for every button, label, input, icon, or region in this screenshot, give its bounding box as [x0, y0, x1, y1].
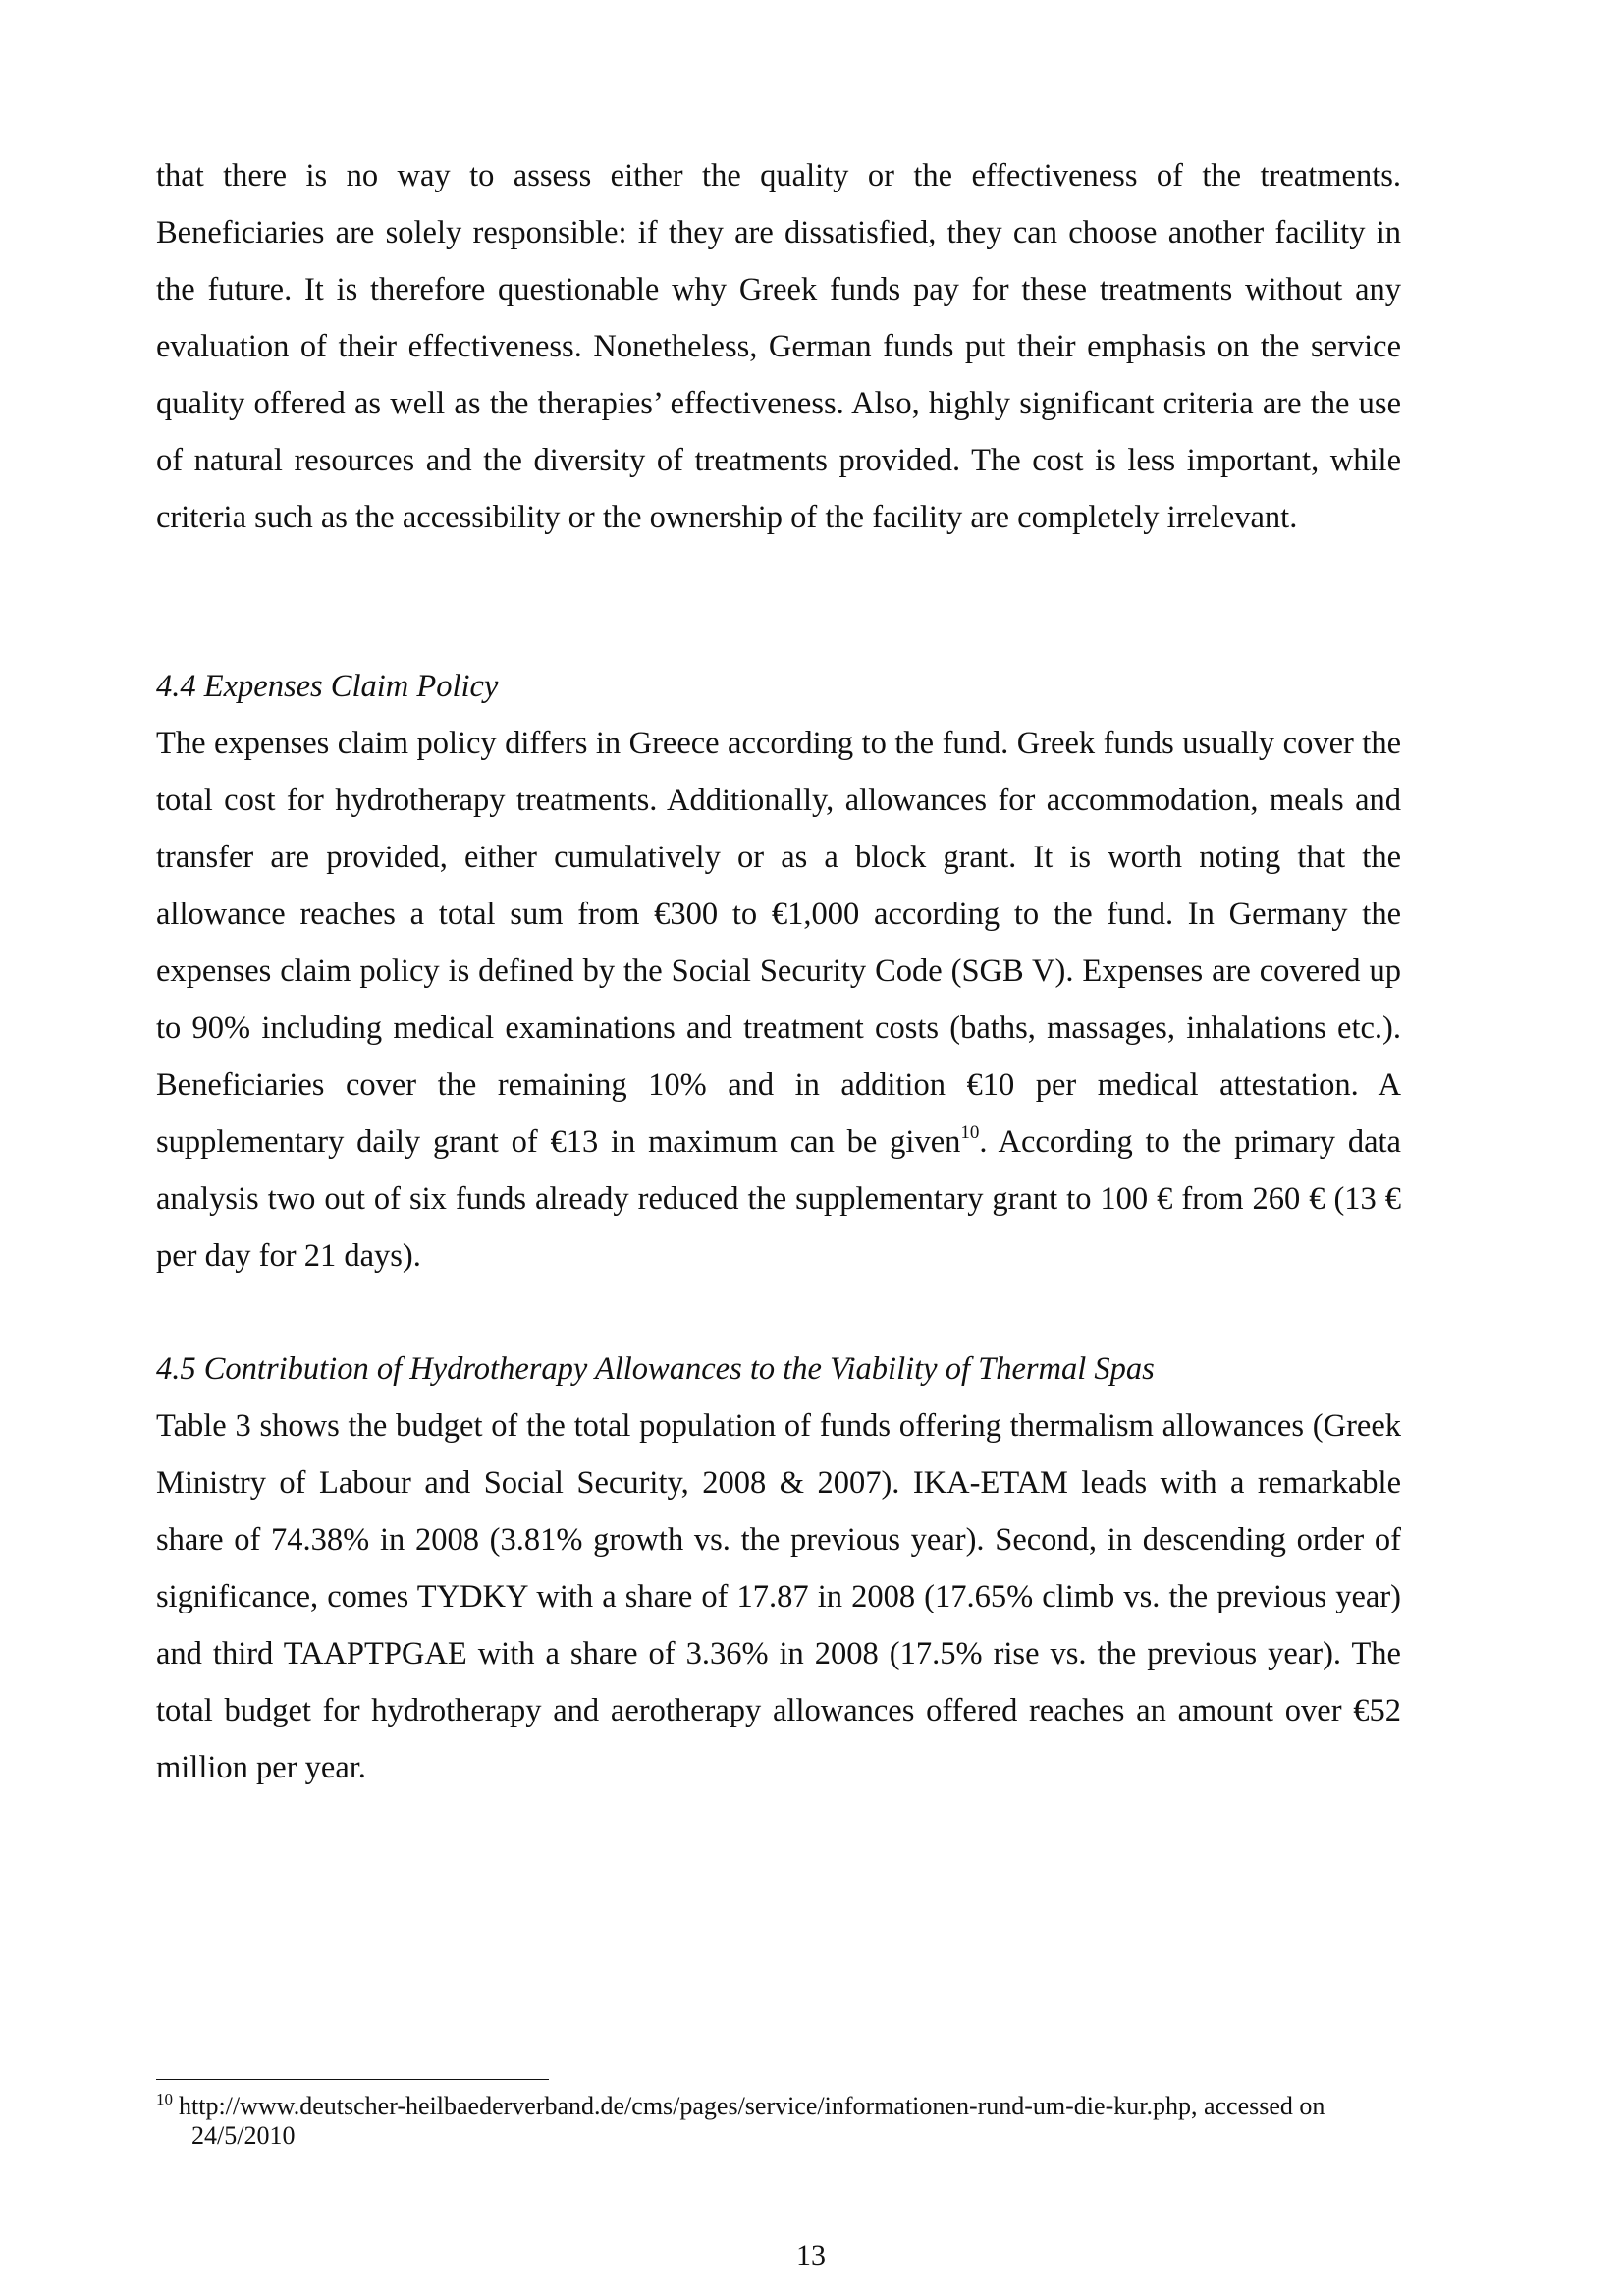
- section-4-5-heading: 4.5 Contribution of Hydrotherapy Allowances to the Viability of Thermal Spas: [156, 1351, 1155, 1387]
- footnote-date: 24/5/2010: [191, 2121, 296, 2150]
- page-number: 13: [796, 2239, 826, 2271]
- footnote-number: 10: [156, 2090, 173, 2108]
- section-4-4-body-main: The expenses claim policy differs in Greece according to the fund. Greek funds usually cover the total cost for hydrotherapy treatments. Additionally, allowances for accommodation, meals and transfer are provided, either cumulatively or as a block grant. It is worth noting that the allowance reaches a total sum from €300 to €1,000 according to the fund. In Germany the expenses claim policy is defined by the Social Security Code (SGB V). Expenses are covered up to 90% including medical examinations and treatment costs (baths, massages, inhalations etc.). Beneficiaries cover the remaining 10% and in addition €10 per medical attestation. A supplementary daily grant of €13 in maximum can be given: [156, 726, 1401, 1160]
- intro-paragraph: that there is no way to assess either the quality or the effectiveness of the treatments. Beneficiaries are solely responsible: if they are dissatisfied, they can choose another facility in the future. It is therefore questionable why Greek funds pay for these treatments without any evaluation of their effectiveness. Nonetheless, German funds put their emphasis on the service quality offered as well as the therapies’ effectiveness. Also, highly significant criteria are the use of natural resources and the diversity of treatments provided. The cost is less important, while criteria such as the accessibility or the ownership of the facility are completely irrelevant.: [156, 158, 1401, 535]
- footnote-divider: [156, 2079, 549, 2080]
- section-4-4-paragraph: [156, 715, 1401, 1285]
- footnote-reference[interactable]: 10: [960, 1122, 980, 1143]
- section-4-4: [156, 658, 1401, 1285]
- section-4-5-paragraph: Table 3 shows the budget of the total population of funds offering thermalism allowances (Greek Ministry of Labour and Social Security, 2008 & 2007). IKA-ETAM leads with a remarkable share of 74.38% in 2008 (3.81% growth vs. the previous year). Second, in descending order of significance, comes TYDKY with a share of 17.87 in 2008 (17.65% climb vs. the previous year) and third TAAPTPGAE with a share of 3.36% in 2008 (17.5% rise vs. the previous year). The total budget for hydrotherapy and aerotherapy allowances offered reaches an amount over €52 million per year.: [156, 1408, 1401, 1785]
- footnote: [156, 2092, 1433, 2151]
- footnote-text[interactable]: http://www.deutscher-heilbaederverband.de/cms/pages/service/informationen-rund-um-die-kur.php, accessed on: [179, 2092, 1325, 2120]
- intro-paragraph-block: [156, 147, 1401, 546]
- section-4-5: [156, 1340, 1401, 1796]
- section-4-4-heading: 4.4 Expenses Claim Policy: [156, 669, 499, 704]
- section-4-4-body-end: . According to the primary data analysis two out of six funds already reduced the supplementary grant to 100 € from 260 € (13 € per day for 21 days).: [156, 1124, 1401, 1274]
